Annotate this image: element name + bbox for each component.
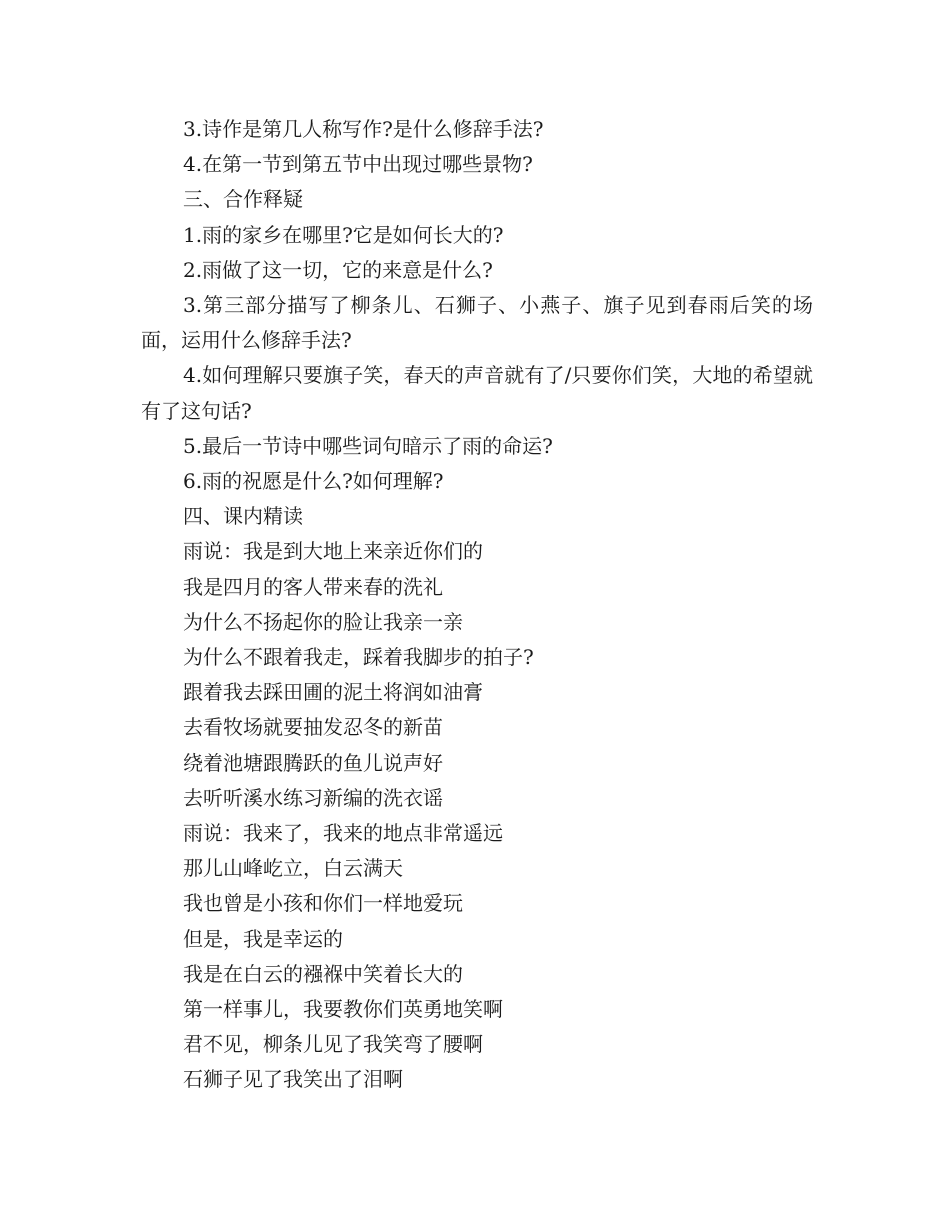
poem-line: 为什么不扬起你的脸让我亲一亲: [183, 609, 463, 634]
question-1-hometown: 1.雨的家乡在哪里?它是如何长大的?: [183, 222, 504, 247]
poem-line: 那儿山峰屹立，白云满天: [183, 856, 403, 881]
section-heading-close-reading: 四、课内精读: [183, 504, 303, 529]
poem-line: 但是，我是幸运的: [183, 926, 343, 951]
poem-line: 雨说：我来了，我来的地点非常遥远: [183, 821, 503, 846]
poem-line: 石狮子见了我笑出了泪啊: [183, 1067, 403, 1092]
poem-line: 跟着我去踩田圃的泥土将润如油膏: [183, 680, 483, 705]
poem-line: 我是四月的客人带来春的洗礼: [183, 574, 443, 599]
section-heading-cooperation: 三、合作释疑: [183, 187, 303, 212]
question-2-purpose: 2.雨做了这一切，它的来意是什么?: [183, 257, 493, 282]
poem-line: 去听听溪水练习新编的洗衣谣: [183, 785, 443, 810]
poem-line: 雨说：我是到大地上来亲近你们的: [183, 539, 483, 564]
poem-line: 第一样事儿，我要教你们英勇地笑啊: [183, 997, 503, 1022]
question-4-scenery: 4.在第一节到第五节中出现过哪些景物?: [183, 152, 533, 177]
poem-line: 绕着池塘跟腾跃的鱼儿说声好: [183, 750, 443, 775]
poem-line: 我是在白云的襁褓中笑着长大的: [183, 961, 463, 986]
question-5-fate: 5.最后一节诗中哪些词句暗示了雨的命运?: [183, 433, 553, 458]
poem-line: 去看牧场就要抽发忍冬的新苗: [183, 715, 443, 740]
question-6-wish: 6.雨的祝愿是什么?如何理解?: [183, 469, 444, 494]
question-3-person: 3.诗作是第几人称写作?是什么修辞手法?: [183, 117, 544, 141]
document-body: [141, 112, 813, 1098]
question-3-rhetoric: 3.第三部分描写了柳条儿、石狮子、小燕子、旗子见到春雨后笑的场面，运用什么修辞手法?: [141, 293, 813, 353]
poem-line: 君不见，柳条儿见了我笑弯了腰啊: [183, 1032, 483, 1057]
poem-line: 为什么不跟着我走，踩着我脚步的拍子?: [183, 645, 534, 670]
question-4-understanding: 4.如何理解只要旗子笑，春天的声音就有了/只要你们笑，大地的希望就有了这句话?: [141, 363, 813, 423]
poem-line: 我也曾是小孩和你们一样地爱玩: [183, 891, 463, 916]
